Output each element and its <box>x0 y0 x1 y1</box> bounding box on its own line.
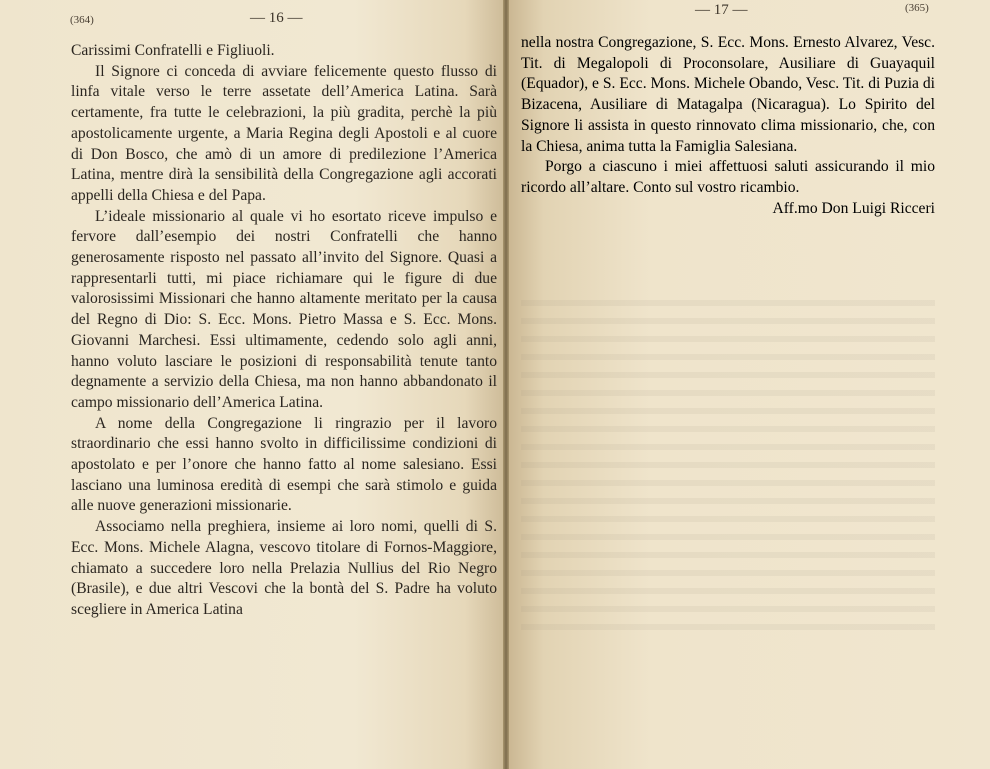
left-page-text <box>71 41 497 621</box>
paragraph: Il Signore ci conceda di avviare felicemente questo flusso di linfa vitale verso le terre assetate dell’America Latina. Sarà certamente, fra tutte le celebrazioni, la più gradita, perchè la più apostolicamente urgente, a Maria Regina degli Apostoli e al cuore di Don Bosco, che amò di un amore di predilezione l’America Latina, mentre dirà la sensibilità della Congregazione agli accorati appelli della Chiesa e del Papa. <box>71 62 497 204</box>
salutation: Carissimi Confratelli e Figliuoli. <box>71 42 275 59</box>
paragraph: Associamo nella preghiera, insieme ai loro nomi, quelli di S. Ecc. Mons. Michele Alagna, vescovo titolare di Fornos-Maggiore, chiamato a succedere loro nella Prelazia Nullius del Rio Negro (Brasile), e due altri Vescovi che la bontà del S. Padre ha voluto scegliere in America Latina <box>71 518 497 618</box>
paragraph: Porgo a ciascuno i miei affettuosi saluti assicurando il mio ricordo all’altare. Conto sul vostro ricambio. <box>521 158 935 196</box>
left-page-number: (364) <box>70 14 94 26</box>
paragraph: L’ideale missionario al quale vi ho esortato riceve impulso e fervore dall’esempio dei nostri Confratelli che hanno generosamente risposto nel passato all’invito del Signore. Quasi a rappresentarli tutti, mi piace richiamare qui le figure di due valorosissimi Missionari che hanno altamente meritato per la causa del Regno di Dio: S. Ecc. Mons. Pietro Massa e S. Ecc. Mons. Giovanni Marchesi. Essi ultimamente, cedendo solo agli anni, hanno voluto lasciare le posizioni di responsabilità tenute tanto degnamente a servizio della Chiesa, ma non hanno abbandonato il campo missionario dell’America Latina. <box>71 207 497 411</box>
paragraph: A nome della Congregazione li ringrazio per il lavoro straordinario che essi hanno svolto in difficilissime condizioni di apostolato e per l’onore che hanno fatto al nome salesiano. Essi lasciano una luminosa eredità di esempi che sarà stimolo e guida alle nuove generazioni missionarie. <box>71 414 497 515</box>
right-running-head: — 17 — <box>695 2 748 18</box>
right-page-number: (365) <box>905 2 929 14</box>
paragraph: nella nostra Congregazione, S. Ecc. Mons. Ernesto Alvarez, Vesc. Tit. di Megalopoli di Proconsolare, Ausiliare di Guayaquil (Equador), e S. Ecc. Mons. Michele Obando, Vesc. Tit. di Puzia di Bizacena, Ausiliare di Matagalpa (Nicaragua). Lo Spirito del Signore li assista in questo rinnovato clima missionario, che, con la Chiesa, anima tutta la Famiglia Salesiana. <box>521 34 935 155</box>
book-spine <box>503 0 509 769</box>
left-running-head: — 16 — <box>250 10 303 26</box>
right-page-text <box>521 33 935 219</box>
signature: Aff.mo Don Luigi Ricceri <box>772 199 935 217</box>
